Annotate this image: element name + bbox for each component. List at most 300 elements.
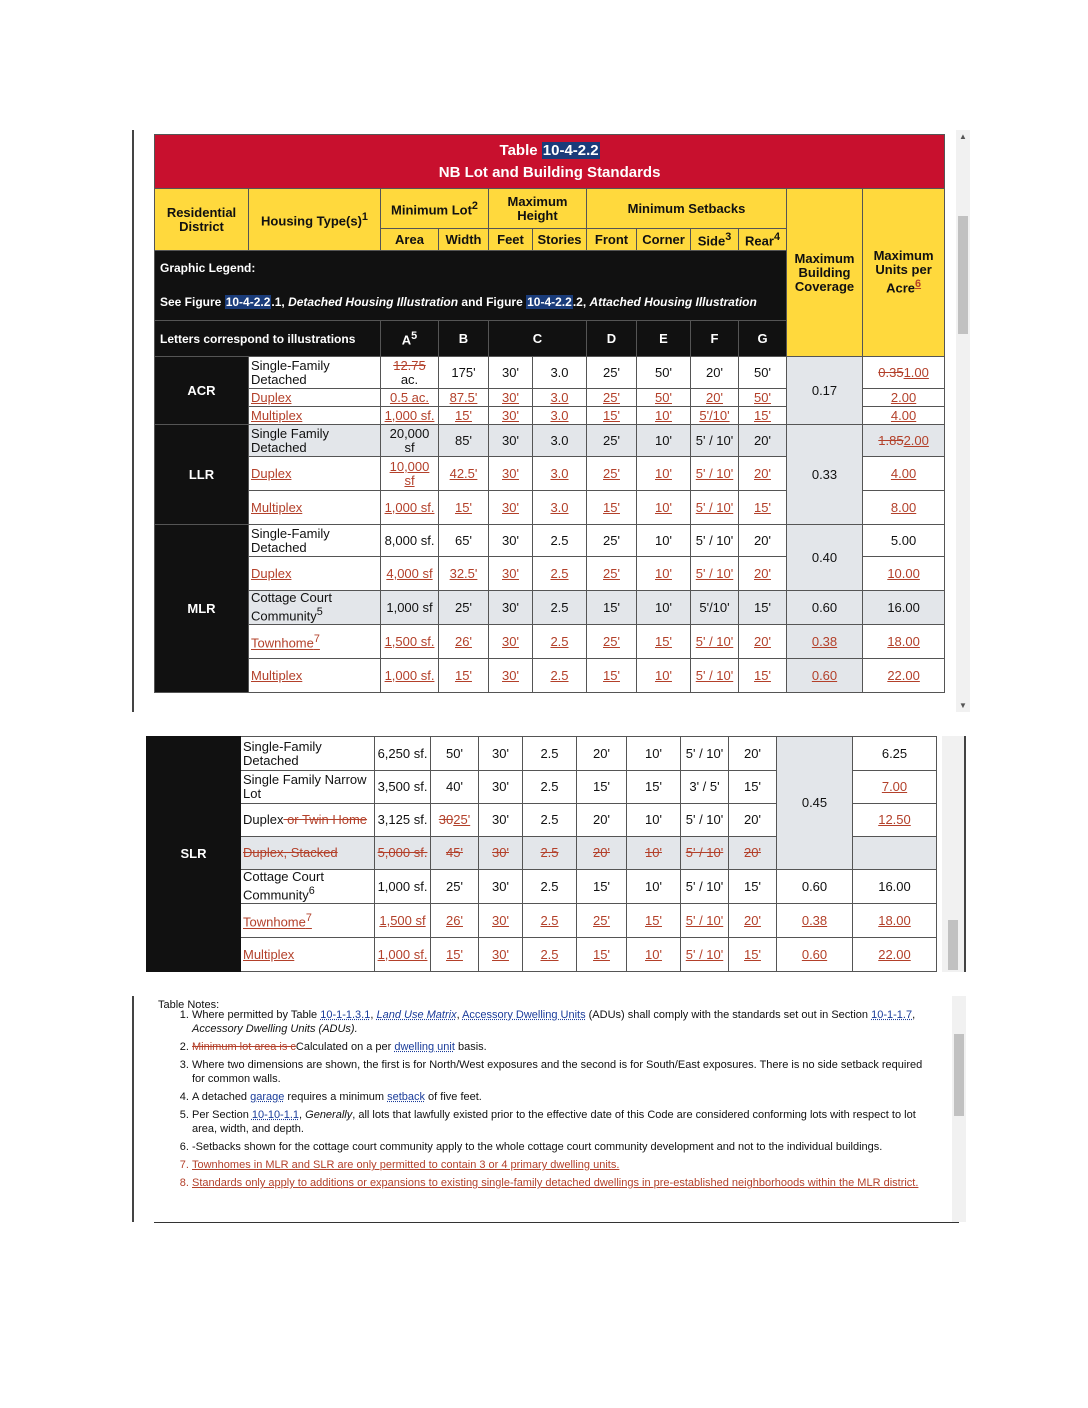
- coverage-cell: 0.60: [777, 870, 853, 904]
- width-cell: 65': [439, 525, 489, 557]
- rear-cell: 20': [739, 557, 787, 591]
- scrollbar-thumb[interactable]: [948, 920, 958, 970]
- scrollbar-thumb[interactable]: [958, 216, 968, 334]
- side-cell: 5' / 10': [691, 425, 739, 457]
- housing-type-label: Housing Type(s): [261, 213, 362, 229]
- width-value: 25': [453, 812, 471, 827]
- note-link[interactable]: 10-1-1.3.1: [320, 1009, 371, 1021]
- side-sup: 3: [725, 231, 732, 244]
- front-cell: 20': [577, 804, 627, 837]
- corner-cell: 10': [637, 491, 691, 525]
- feet-cell: 30': [489, 491, 533, 525]
- housing-type-cell: [241, 804, 375, 837]
- housing-type-sup: 7: [313, 633, 320, 646]
- area-cell: 3,125 sf.: [375, 804, 431, 837]
- header-max-height: Maximum Height: [489, 189, 587, 229]
- area-cell: 1,000 sf.: [381, 491, 439, 525]
- corner-cell: 50': [637, 389, 691, 407]
- housing-type-cell: [249, 625, 381, 659]
- legend-and: and Figure: [458, 295, 527, 309]
- units-cell: [863, 357, 945, 389]
- note-text: (ADUs) shall comply with the standards set out in Section: [585, 1009, 872, 1021]
- note-text: requires a minimum: [284, 1091, 388, 1103]
- rear-label: Rear: [745, 233, 774, 249]
- legend-fig2[interactable]: 10-4-2.2: [527, 295, 572, 309]
- units-value: 1.00: [903, 364, 929, 380]
- note-link[interactable]: 10-10-1.1: [251, 1109, 300, 1121]
- table-row: [147, 938, 937, 972]
- note-4: [192, 1090, 932, 1104]
- housing-type-sup: 6: [308, 885, 315, 898]
- rear-sup: 4: [773, 231, 780, 244]
- side-label: Side: [697, 233, 726, 249]
- lot-standards-table-top: [154, 134, 945, 693]
- table-viewport-slr[interactable]: [146, 736, 966, 972]
- units-cell: 6.25: [853, 737, 937, 771]
- note-3: 3. Where two dimensions are shown, the first is for North/West exposures and the second is for South/East exposures. There is no side setback required for common walls.: [192, 1058, 932, 1086]
- side-cell: 5' / 10': [691, 625, 739, 659]
- stories-cell: 2.5: [533, 591, 587, 625]
- legend-letters: Letters correspond to illustrations: [155, 321, 381, 357]
- corner-cell: 50': [637, 357, 691, 389]
- rear-cell: 20': [729, 904, 777, 938]
- front-cell: 15': [577, 870, 627, 904]
- corner-cell: 10': [637, 425, 691, 457]
- width-cell: 87.5': [439, 389, 489, 407]
- width-cell: 26': [431, 904, 479, 938]
- coverage-cell: 0.38: [777, 904, 853, 938]
- units-cell: [853, 837, 937, 870]
- area-cell: 4,000 sf: [381, 557, 439, 591]
- note-text: Per Section: [192, 1109, 252, 1121]
- coverage-cell: 0.33: [787, 425, 863, 525]
- note-text: Calculated on a per: [295, 1041, 395, 1053]
- feet-cell: 30': [479, 870, 523, 904]
- area-cell: 10,000 sf: [381, 457, 439, 491]
- feet-cell: 30': [489, 659, 533, 693]
- stories-cell: 2.5: [523, 870, 577, 904]
- stories-cell: 2.5: [523, 904, 577, 938]
- units-cell: 8.00: [863, 491, 945, 525]
- housing-type-cell: Duplex, Stacked: [241, 837, 375, 870]
- width-cell: 45': [431, 837, 479, 870]
- units-cell: 2.00: [863, 389, 945, 407]
- note-text: , all lots that lawfully existed prior to the effective date of this Code are considered conforming lots with respect to lot area, width, and depth.: [192, 1109, 916, 1135]
- width-cell: 15': [439, 659, 489, 693]
- side-cell: 5' / 10': [691, 457, 739, 491]
- housing-type-cell: [241, 904, 375, 938]
- feet-cell: 30': [489, 407, 533, 425]
- front-cell: 25': [587, 557, 637, 591]
- width-cell: [431, 804, 479, 837]
- scrollbar-top[interactable]: [956, 130, 970, 712]
- side-cell: 5' / 10': [691, 659, 739, 693]
- legend-fig1-suffix: .1,: [271, 295, 289, 309]
- scrollbar-notes[interactable]: [952, 996, 966, 1222]
- front-cell: 15': [587, 491, 637, 525]
- rear-cell: 15': [739, 407, 787, 425]
- table-row: [155, 525, 945, 557]
- stories-cell: 2.5: [523, 771, 577, 804]
- stories-cell: 3.0: [533, 389, 587, 407]
- housing-type-label: Townhome: [251, 635, 314, 651]
- note-text: Where permitted by Table: [192, 1009, 321, 1021]
- letter-a-sup: 5: [411, 330, 418, 343]
- letter-c: C: [489, 321, 587, 357]
- units-cell: 18.00: [863, 625, 945, 659]
- note-link[interactable]: 10-1-1.7: [871, 1009, 913, 1021]
- front-cell: 25': [587, 389, 637, 407]
- side-cell: 5' / 10': [691, 491, 739, 525]
- scroll-up-arrow-icon[interactable]: ▲: [959, 132, 967, 141]
- width-cell: 25': [431, 870, 479, 904]
- legend-fig2-suffix: .2,: [572, 295, 590, 309]
- district-mlr: MLR: [155, 525, 249, 693]
- rear-cell: 20': [729, 804, 777, 837]
- units-value: 2.00: [903, 432, 929, 448]
- letter-b: B: [439, 321, 489, 357]
- width-cell: 26': [439, 625, 489, 659]
- corner-cell: 10': [627, 870, 681, 904]
- rear-cell: 15': [729, 870, 777, 904]
- area-cell: 6,250 sf.: [375, 737, 431, 771]
- side-cell: 5' / 10': [681, 870, 729, 904]
- rear-cell: 20': [739, 525, 787, 557]
- width-cell: 50': [431, 737, 479, 771]
- rear-cell: 15': [739, 491, 787, 525]
- rear-cell: 15': [739, 591, 787, 625]
- side-cell: 5' / 10': [681, 804, 729, 837]
- area-cell: 1,500 sf: [375, 904, 431, 938]
- units-cell: 16.00: [853, 870, 937, 904]
- letter-f: F: [691, 321, 739, 357]
- letter-e: E: [637, 321, 691, 357]
- note-deleted: Minimum lot area is c: [192, 1041, 296, 1053]
- table-row: [147, 904, 937, 938]
- corner-cell: 10': [637, 407, 691, 425]
- note-7: 7. Townhomes in MLR and SLR are only permitted to contain 3 or 4 primary dwelling units.: [192, 1158, 932, 1172]
- header-coverage: Maximum Building Coverage: [787, 189, 863, 357]
- coverage-cell: 0.40: [787, 525, 863, 591]
- units-label: Maximum Units per Acre: [873, 248, 934, 296]
- front-cell: 20': [577, 837, 627, 870]
- side-cell: 5' / 10': [691, 525, 739, 557]
- housing-type-label: Townhome: [243, 914, 306, 930]
- housing-type-sup: 7: [305, 912, 312, 925]
- stories-cell: 2.5: [523, 737, 577, 771]
- rear-cell: 20': [729, 837, 777, 870]
- notes-title: Table Notes:: [158, 999, 220, 1011]
- area-cell: 1,000 sf.: [381, 407, 439, 425]
- table-title-prefix: Table: [499, 141, 542, 159]
- note-text: ,: [456, 1009, 463, 1021]
- front-cell: 15': [587, 407, 637, 425]
- area-cell: 3,500 sf.: [375, 771, 431, 804]
- note-text: basis.: [454, 1041, 487, 1053]
- graphic-legend: [155, 251, 787, 321]
- note-link[interactable]: dwelling unit: [394, 1041, 455, 1053]
- stories-cell: 2.5: [523, 804, 577, 837]
- corner-cell: 15': [627, 904, 681, 938]
- note-text: ,: [299, 1109, 306, 1121]
- coverage-cell: 0.38: [787, 625, 863, 659]
- corner-cell: 10': [627, 737, 681, 771]
- header-feet: Feet: [489, 229, 533, 251]
- housing-type-deleted: or Twin Home: [283, 812, 368, 827]
- housing-type-cell: [249, 591, 381, 625]
- district-acr: ACR: [155, 357, 249, 425]
- rear-cell: 50': [739, 357, 787, 389]
- rear-cell: 15': [729, 771, 777, 804]
- corner-cell: 10': [627, 837, 681, 870]
- legend-fig1-title: Detached Housing Illustration: [288, 295, 459, 309]
- area-deleted: 12.75: [393, 357, 426, 373]
- rear-cell: 20': [729, 737, 777, 771]
- area-cell: 1,000 sf.: [381, 659, 439, 693]
- legend-fig1[interactable]: 10-4-2.2: [225, 295, 271, 309]
- stories-cell: 3.0: [533, 491, 587, 525]
- note-5: [192, 1108, 932, 1136]
- stories-cell: 3.0: [533, 407, 587, 425]
- note-link[interactable]: garage: [250, 1091, 285, 1103]
- rear-cell: 20': [739, 457, 787, 491]
- notes-list: [154, 1008, 932, 1194]
- feet-cell: 30': [489, 457, 533, 491]
- units-cell: 12.50: [853, 804, 937, 837]
- rear-cell: 15': [729, 938, 777, 972]
- side-cell: 5'/10': [691, 591, 739, 625]
- units-cell: 22.00: [863, 659, 945, 693]
- housing-type-cell: Single-Family Detached: [249, 357, 381, 389]
- housing-type-cell: Single-Family Detached: [241, 737, 375, 771]
- housing-type-cell: Multiplex: [249, 407, 381, 425]
- area-cell: 0.5 ac.: [381, 389, 439, 407]
- table-row: [155, 357, 945, 389]
- coverage-cell: 0.45: [777, 737, 853, 870]
- corner-cell: 15': [637, 625, 691, 659]
- stories-cell: 2.5: [523, 837, 577, 870]
- scrollbar-thumb[interactable]: [954, 1034, 964, 1116]
- front-cell: 20': [577, 737, 627, 771]
- front-cell: 25': [577, 904, 627, 938]
- corner-cell: 10': [627, 804, 681, 837]
- housing-type-cell: Duplex: [249, 389, 381, 407]
- units-cell: 7.00: [853, 771, 937, 804]
- corner-cell: 10': [637, 525, 691, 557]
- front-cell: 25': [587, 525, 637, 557]
- legend-see: See Figure: [160, 295, 225, 309]
- header-area: Area: [381, 229, 439, 251]
- stories-cell: 3.0: [533, 357, 587, 389]
- table-title: [155, 135, 945, 189]
- header-side: [691, 229, 739, 251]
- rear-cell: 20': [739, 425, 787, 457]
- legend-fig2-title: Attached Housing Illustration: [589, 295, 757, 309]
- units-cell: 18.00: [853, 904, 937, 938]
- feet-cell: 30': [479, 938, 523, 972]
- letter-d: D: [587, 321, 637, 357]
- front-cell: 25': [587, 425, 637, 457]
- width-cell: 85': [439, 425, 489, 457]
- min-lot-label: Minimum Lot: [391, 202, 472, 218]
- table-viewport-top[interactable]: [132, 130, 970, 712]
- corner-cell: 10': [627, 938, 681, 972]
- table-row: [155, 659, 945, 693]
- width-cell: 15': [439, 491, 489, 525]
- width-cell: 42.5': [439, 457, 489, 491]
- note-link[interactable]: Accessory Dwelling Units: [462, 1009, 586, 1021]
- feet-cell: 30': [489, 357, 533, 389]
- note-6: 6. -Setbacks shown for the cottage court community apply to the whole cottage court community development and not to the individual buildings.: [192, 1140, 932, 1154]
- units-cell: 22.00: [853, 938, 937, 972]
- side-cell: 5'/10': [691, 407, 739, 425]
- letter-g: G: [739, 321, 787, 357]
- side-cell: 3' / 5': [681, 771, 729, 804]
- district-slr: SLR: [147, 737, 241, 972]
- rear-cell: 20': [739, 625, 787, 659]
- area-cell: 1,000 sf.: [375, 870, 431, 904]
- units-cell: 4.00: [863, 457, 945, 491]
- header-corner: Corner: [637, 229, 691, 251]
- housing-type-cell: Duplex: [249, 457, 381, 491]
- stories-cell: 2.5: [533, 625, 587, 659]
- coverage-cell: 0.17: [787, 357, 863, 425]
- feet-cell: 30': [489, 425, 533, 457]
- feet-cell: 30': [479, 904, 523, 938]
- front-cell: 25': [587, 457, 637, 491]
- note-2: [192, 1040, 932, 1054]
- header-width: Width: [439, 229, 489, 251]
- table-row: [155, 591, 945, 625]
- side-cell: 20': [691, 389, 739, 407]
- front-cell: 15': [577, 938, 627, 972]
- area-cell: 1,000 sf: [381, 591, 439, 625]
- feet-cell: 30': [489, 625, 533, 659]
- units-deleted: 0.35: [878, 364, 904, 380]
- rear-cell: 15': [739, 659, 787, 693]
- area-value: ac.: [400, 371, 419, 387]
- housing-type-cell: Multiplex: [249, 659, 381, 693]
- coverage-cell: 0.60: [787, 591, 863, 625]
- housing-type-cell: Multiplex: [241, 938, 375, 972]
- header-district: Residential District: [155, 189, 249, 251]
- header-min-setbacks: Minimum Setbacks: [587, 189, 787, 229]
- housing-type-cell: Duplex: [249, 557, 381, 591]
- housing-type-sup: 1: [361, 211, 368, 224]
- note-text: ,: [370, 1009, 377, 1021]
- table-notes: [154, 996, 959, 1223]
- corner-cell: 15': [627, 771, 681, 804]
- letter-a-label: A: [401, 332, 412, 348]
- lot-standards-table-slr: [146, 736, 937, 972]
- area-cell: 1,000 sf.: [375, 938, 431, 972]
- housing-type-sup: 5: [316, 606, 323, 619]
- note-text: of five feet.: [425, 1091, 482, 1103]
- width-cell: 15': [439, 407, 489, 425]
- feet-cell: 30': [489, 389, 533, 407]
- stories-cell: 3.0: [533, 457, 587, 491]
- stories-cell: 3.0: [533, 425, 587, 457]
- corner-cell: 10': [637, 557, 691, 591]
- units-cell: 4.00: [863, 407, 945, 425]
- front-cell: 15': [577, 771, 627, 804]
- feet-cell: 30': [489, 591, 533, 625]
- width-cell: 32.5': [439, 557, 489, 591]
- header-min-lot: [381, 189, 489, 229]
- district-llr: LLR: [155, 425, 249, 525]
- stories-cell: 2.5: [523, 938, 577, 972]
- stories-cell: 2.5: [533, 557, 587, 591]
- housing-type-label: Cottage Court Community: [251, 590, 332, 624]
- min-lot-sup: 2: [471, 200, 478, 213]
- letter-a: [381, 321, 439, 357]
- corner-cell: 10': [637, 457, 691, 491]
- legend-label: Graphic Legend:: [160, 261, 256, 275]
- front-cell: 25': [587, 625, 637, 659]
- feet-cell: 30': [489, 525, 533, 557]
- feet-cell: 30': [479, 837, 523, 870]
- housing-type-cell: [241, 870, 375, 904]
- header-stories: Stories: [533, 229, 587, 251]
- side-cell: 5' / 10': [681, 837, 729, 870]
- housing-type-cell: Multiplex: [249, 491, 381, 525]
- scroll-down-arrow-icon[interactable]: ▼: [959, 701, 967, 710]
- header-housing-type: [249, 189, 381, 251]
- stories-cell: 2.5: [533, 525, 587, 557]
- side-cell: 5' / 10': [691, 557, 739, 591]
- table-row: [155, 625, 945, 659]
- housing-type-cell: Single Family Narrow Lot: [241, 771, 375, 804]
- table-subtitle: NB Lot and Building Standards: [438, 163, 661, 181]
- area-cell: 20,000 sf: [381, 425, 439, 457]
- units-cell: 16.00: [863, 591, 945, 625]
- units-cell: 5.00: [863, 525, 945, 557]
- feet-cell: 30': [479, 771, 523, 804]
- area-cell: 5,000 sf.: [375, 837, 431, 870]
- note-link[interactable]: Land Use Matrix: [376, 1009, 457, 1021]
- note-text: Generally: [305, 1109, 353, 1121]
- housing-type-label: Duplex: [243, 812, 284, 827]
- width-cell: 25': [439, 591, 489, 625]
- coverage-cell: 0.60: [777, 938, 853, 972]
- units-deleted: 1.85: [878, 432, 904, 448]
- side-cell: 20': [691, 357, 739, 389]
- housing-type-cell: Single Family Detached: [249, 425, 381, 457]
- note-text: A detached: [192, 1091, 251, 1103]
- width-cell: 175': [439, 357, 489, 389]
- units-cell: [863, 425, 945, 457]
- front-cell: 25': [587, 357, 637, 389]
- note-link[interactable]: setback: [387, 1091, 425, 1103]
- side-cell: 5' / 10': [681, 737, 729, 771]
- notes-viewport[interactable]: [132, 996, 966, 1222]
- side-cell: 5' / 10': [681, 904, 729, 938]
- note-1: [192, 1008, 932, 1036]
- housing-type-label: Cottage Court Community: [243, 869, 324, 903]
- table-row: [147, 737, 937, 771]
- coverage-cell: 0.60: [787, 659, 863, 693]
- feet-cell: 30': [479, 804, 523, 837]
- units-sup: 6: [915, 278, 922, 291]
- feet-cell: 30': [479, 737, 523, 771]
- stories-cell: 2.5: [533, 659, 587, 693]
- header-units: [863, 189, 945, 357]
- area-cell: 8,000 sf.: [381, 525, 439, 557]
- scrollbar-slr[interactable]: [942, 736, 964, 972]
- note-text: Accessory Dwelling Units (ADUs).: [192, 1023, 358, 1035]
- width-cell: 40': [431, 771, 479, 804]
- area-cell: [381, 357, 439, 389]
